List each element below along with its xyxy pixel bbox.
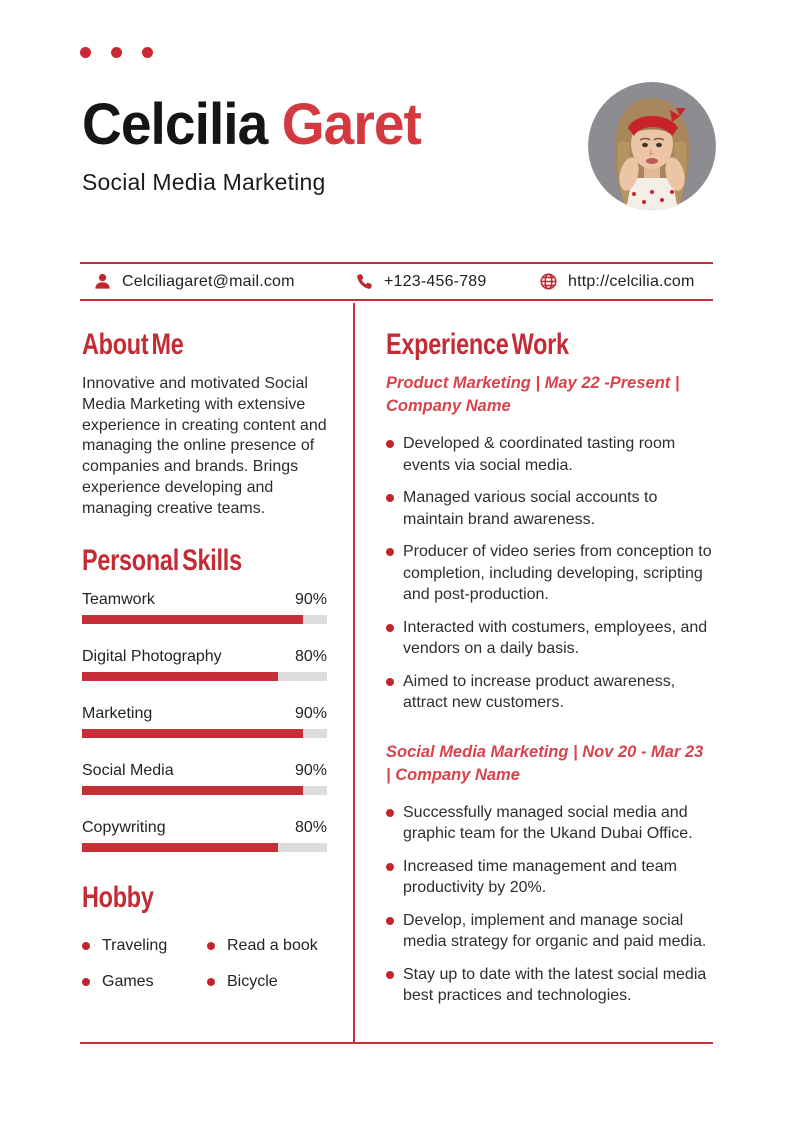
job-bullet-text: Stay up to date with the latest social media best practices and technologies.: [403, 965, 707, 1004]
email-value[interactable]: Celciliagaret@mail.com: [122, 272, 295, 290]
phone-value[interactable]: +123-456-789: [384, 272, 487, 290]
bullet-icon: [386, 863, 394, 871]
contact-email: [93, 264, 295, 299]
contact-website: [539, 264, 695, 299]
skill-row: [82, 648, 327, 705]
hobby-item: [82, 973, 207, 991]
profile-photo: [588, 82, 716, 210]
skill-row: [82, 705, 327, 762]
job-bullet-text: Interacted with costumers, employees, and vendors on a daily basis.: [403, 618, 708, 657]
bullet-icon: [386, 548, 394, 556]
skill-progress-fill: [82, 786, 303, 795]
contact-bar: [80, 262, 713, 301]
dot-icon: [111, 47, 122, 58]
skill-label: Marketing: [82, 704, 153, 722]
job-bullet-list: [386, 433, 713, 714]
left-column: [80, 303, 353, 1042]
about-text: Innovative and motivated Social Media Marketing with extensive experience in creating content and managing the online presence of companies and brands. Brings experience developing and managing creative teams.: [82, 375, 327, 517]
bullet-icon: [386, 440, 394, 448]
decorative-dots: [80, 47, 153, 58]
skill-progress-fill: [82, 843, 278, 852]
job-bullet: [386, 964, 713, 1007]
skills-list: [82, 591, 327, 876]
skill-label: Teamwork: [82, 590, 155, 608]
job-bullet-text: Successfully managed social media and graphic team for the Ukand Dubai Office.: [403, 803, 693, 842]
job-bullet-text: Increased time management and team productivity by 20%.: [403, 857, 677, 896]
skill-progress-fill: [82, 672, 278, 681]
job-bullet-text: Aimed to increase product awareness, attract new customers.: [403, 672, 676, 711]
hobby-label: Traveling: [102, 936, 168, 954]
job-bullet-list: [386, 802, 713, 1007]
person-name: [82, 94, 421, 157]
hobby-section-title: Hobby: [82, 880, 154, 914]
content-columns: [80, 303, 713, 1044]
skills-section-title: Personal Skills: [82, 543, 242, 577]
skill-label: Social Media: [82, 761, 174, 779]
hobby-item: [82, 937, 207, 955]
job-bullet: [386, 617, 713, 660]
skill-progress-track: [82, 786, 327, 795]
job-bullet-text: Develop, implement and manage social media strategy for organic and paid media.: [403, 911, 707, 950]
hobby-label: Bicycle: [227, 972, 278, 990]
skill-percent: 90%: [294, 590, 327, 608]
skill-percent: 90%: [294, 704, 327, 722]
hobby-label: Games: [102, 972, 154, 990]
job-bullet: [386, 856, 713, 899]
skill-percent: 80%: [294, 818, 327, 836]
bullet-icon: [207, 978, 215, 986]
first-name: Celcilia: [82, 92, 268, 157]
job-heading: Product Marketing | May 22 -Present | Company Name: [386, 374, 680, 415]
experience-job: [386, 741, 713, 1007]
dot-icon: [80, 47, 91, 58]
bullet-icon: [386, 917, 394, 925]
bullet-icon: [386, 678, 394, 686]
person-icon: [93, 272, 112, 291]
skill-label: Digital Photography: [82, 647, 222, 665]
last-name: Garet: [281, 92, 421, 157]
bullet-icon: [386, 624, 394, 632]
phone-icon: [355, 272, 374, 291]
job-bullet: [386, 541, 713, 606]
bullet-icon: [386, 809, 394, 817]
bullet-icon: [207, 942, 215, 950]
hobby-item: [207, 973, 327, 991]
hobby-item: [207, 937, 327, 955]
skill-row: [82, 762, 327, 819]
skill-percent: 80%: [294, 647, 327, 665]
experience-job: [386, 372, 713, 714]
job-bullet: [386, 433, 713, 476]
job-heading: Social Media Marketing | Nov 20 - Mar 23 | Company Name: [386, 742, 704, 784]
skill-progress-track: [82, 615, 327, 624]
skill-row: [82, 819, 327, 876]
skill-progress-track: [82, 672, 327, 681]
job-bullet-text: Producer of video series from conception to completion, including developing, scripting and post-production.: [403, 543, 712, 603]
skill-progress-track: [82, 729, 327, 738]
skill-label: Copywriting: [82, 818, 166, 836]
job-bullet: [386, 487, 713, 530]
job-bullet: [386, 910, 713, 953]
experience-section-title: Experience Work: [386, 328, 569, 361]
skill-row: [82, 591, 327, 648]
skill-progress-track: [82, 843, 327, 852]
skill-progress-fill: [82, 615, 303, 624]
job-bullet-text: Developed & coordinated tasting room events via social media.: [403, 435, 676, 474]
skill-percent: 90%: [294, 761, 327, 779]
about-section-title: About Me: [82, 328, 184, 361]
job-title-subtitle: Social Media Marketing: [82, 168, 326, 195]
bullet-icon: [386, 971, 394, 979]
right-column: [353, 303, 713, 1042]
dot-icon: [142, 47, 153, 58]
experience-jobs: [386, 372, 713, 1007]
job-bullet-text: Managed various social accounts to maintain brand awareness.: [403, 489, 658, 528]
hobby-label: Read a book: [227, 936, 318, 954]
header: [82, 94, 439, 196]
bullet-icon: [386, 494, 394, 502]
globe-icon: [539, 272, 558, 291]
job-bullet: [386, 671, 713, 714]
profile-photo-illustration: [588, 82, 716, 210]
hobby-list: [82, 937, 327, 991]
website-value[interactable]: http://celcilia.com: [568, 272, 695, 290]
skill-progress-fill: [82, 729, 303, 738]
job-bullet: [386, 802, 713, 845]
bullet-icon: [82, 978, 90, 986]
bullet-icon: [82, 942, 90, 950]
contact-phone: [355, 264, 487, 299]
